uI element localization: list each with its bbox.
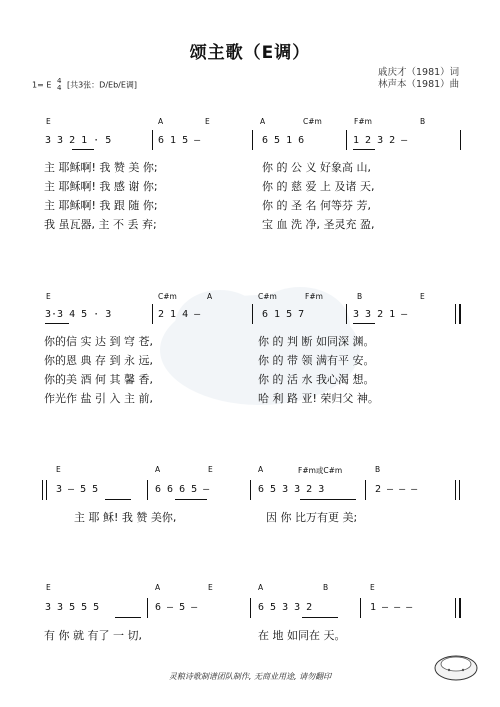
barline <box>460 130 461 150</box>
key-label: 1= E <box>32 80 52 90</box>
beam-underline <box>300 499 356 500</box>
chord: C#m <box>258 292 277 301</box>
lyric-line: 你 的 活 水 我心渴 想。 <box>258 373 375 386</box>
measure-notes: 6 1 5 – <box>158 135 201 146</box>
lyric-line: 我 虽瓦器, 主 不 丢 弃; <box>44 218 157 231</box>
repeat-barline <box>42 480 43 500</box>
beam-underline <box>175 499 207 500</box>
key-signature <box>32 78 137 92</box>
lyric-line: 有 你 就 有了 一 切, <box>44 629 142 642</box>
page-title: 颂主歌（E调） <box>189 43 311 63</box>
barline <box>147 598 148 618</box>
chord: E <box>56 465 61 474</box>
final-barline <box>459 598 461 618</box>
chord: E <box>205 117 210 126</box>
chord: A <box>207 292 213 301</box>
measure-notes: 3 – 5 5 <box>56 484 99 495</box>
repeat-barline <box>46 480 47 500</box>
beam-underline <box>302 617 338 618</box>
chord: A <box>260 117 266 126</box>
chord: A <box>258 583 264 592</box>
chord: A <box>258 465 264 474</box>
chord: E <box>208 465 213 474</box>
lyric-line: 你 的 慈 爱 上 及诸 天, <box>262 180 375 193</box>
measure-notes: 6 5 1 6 <box>262 135 305 146</box>
measure-notes: 6 5 3 3 2 <box>258 602 313 613</box>
chord: B <box>323 583 329 592</box>
chord: F#m或C#m <box>298 466 343 475</box>
barline <box>152 130 153 150</box>
chord: E <box>46 583 51 592</box>
chord: B <box>420 117 426 126</box>
bread-logo-icon <box>432 650 480 682</box>
chord: E <box>420 292 425 301</box>
chord: A <box>155 465 161 474</box>
lyric-line: 你的恩 典 存 到 永 远, <box>44 354 153 367</box>
measure-notes: 6 5 3 3 2 3 <box>258 484 325 495</box>
measure-notes: 3 3 2 1 – <box>353 309 408 320</box>
measure-notes: 3 3 5 5 5 <box>45 602 100 613</box>
measure-notes: 2 1 4 – <box>158 309 201 320</box>
composer-credit: 林声本（1981）曲 <box>378 79 460 90</box>
barline <box>250 598 251 618</box>
beam-underline <box>72 149 94 150</box>
barline <box>365 480 366 500</box>
chord: A <box>158 117 164 126</box>
lyric-line: 作光作 盐 引 入 主 前, <box>44 392 153 405</box>
chord: F#m <box>354 117 372 126</box>
lyricist-credit: 戚庆才（1981）词 <box>378 67 460 78</box>
chord: C#m <box>158 292 177 301</box>
chord: A <box>155 583 161 592</box>
lyric-line: 你 的 公 义 好象高 山, <box>262 161 371 174</box>
chord: E <box>46 292 51 301</box>
lyric-line: 你的美 酒 何 其 馨 香, <box>44 373 153 386</box>
beam-underline <box>105 499 131 500</box>
lyric-line: 哈 利 路 亚! 荣归父 神。 <box>258 392 379 405</box>
measure-notes: 2 – – – <box>375 484 418 495</box>
lyric-line: 主 耶 稣! 我 赞 美你, <box>74 511 177 524</box>
barline <box>360 598 361 618</box>
chord: E <box>46 117 51 126</box>
lyric-line: 因 你 比万有更 美; <box>266 511 358 524</box>
chord: E <box>208 583 213 592</box>
barline <box>252 304 253 324</box>
barline <box>455 480 456 500</box>
measure-notes: 6 – 5 – <box>155 602 198 613</box>
time-signature: 4 4 <box>56 77 62 92</box>
barline <box>455 304 456 324</box>
chord: E <box>370 583 375 592</box>
beam-underline <box>45 323 69 324</box>
barline <box>147 480 148 500</box>
final-barline <box>459 304 461 324</box>
lyric-line: 在 地 如同在 天。 <box>258 629 346 642</box>
barline <box>152 304 153 324</box>
lyric-line: 主 耶稣啊! 我 感 谢 你; <box>44 180 158 193</box>
barline <box>250 480 251 500</box>
lyric-line: 你 的 判 断 如同深 渊。 <box>258 335 375 348</box>
barline <box>252 130 253 150</box>
barline <box>455 598 456 618</box>
lyric-line: 宝 血 洗 净, 圣灵充 盈, <box>262 218 375 231</box>
lyric-line: 你 的 带 领 满有平 安。 <box>258 354 375 367</box>
lyric-line: 你 的 圣 名 何等芬 芳, <box>262 199 371 212</box>
chord: B <box>357 292 363 301</box>
footer-note: 灵粮诗歌制谱团队制作, 无商业用途, 请勿翻印 <box>168 672 332 681</box>
barline <box>459 480 460 500</box>
lyric-line: 主 耶稣啊! 我 跟 随 你; <box>44 199 158 212</box>
measure-notes: 6 1 5 7 <box>262 309 305 320</box>
pages-note: [共3张：D/Eb/E调] <box>66 80 138 90</box>
measure-notes: 3 3 2 1 · 5 <box>45 135 112 146</box>
chord: F#m <box>305 292 323 301</box>
chord: C#m <box>303 117 322 126</box>
barline <box>346 130 347 150</box>
beam-underline <box>115 617 141 618</box>
barline <box>346 304 347 324</box>
chord: B <box>375 465 381 474</box>
measure-notes: 1 – – – <box>370 602 413 613</box>
measure-notes: 6 6 6 5 – <box>155 484 210 495</box>
lyric-line: 主 耶稣啊! 我 赞 美 你; <box>44 161 158 174</box>
beam-underline <box>353 149 375 150</box>
measure-notes: 3·3 4 5 · 3 <box>45 309 112 320</box>
beam-underline <box>353 323 375 324</box>
lyric-line: 你的信 实 达 到 穹 苍, <box>44 335 153 348</box>
measure-notes: 1 2 3 2 – <box>353 135 408 146</box>
